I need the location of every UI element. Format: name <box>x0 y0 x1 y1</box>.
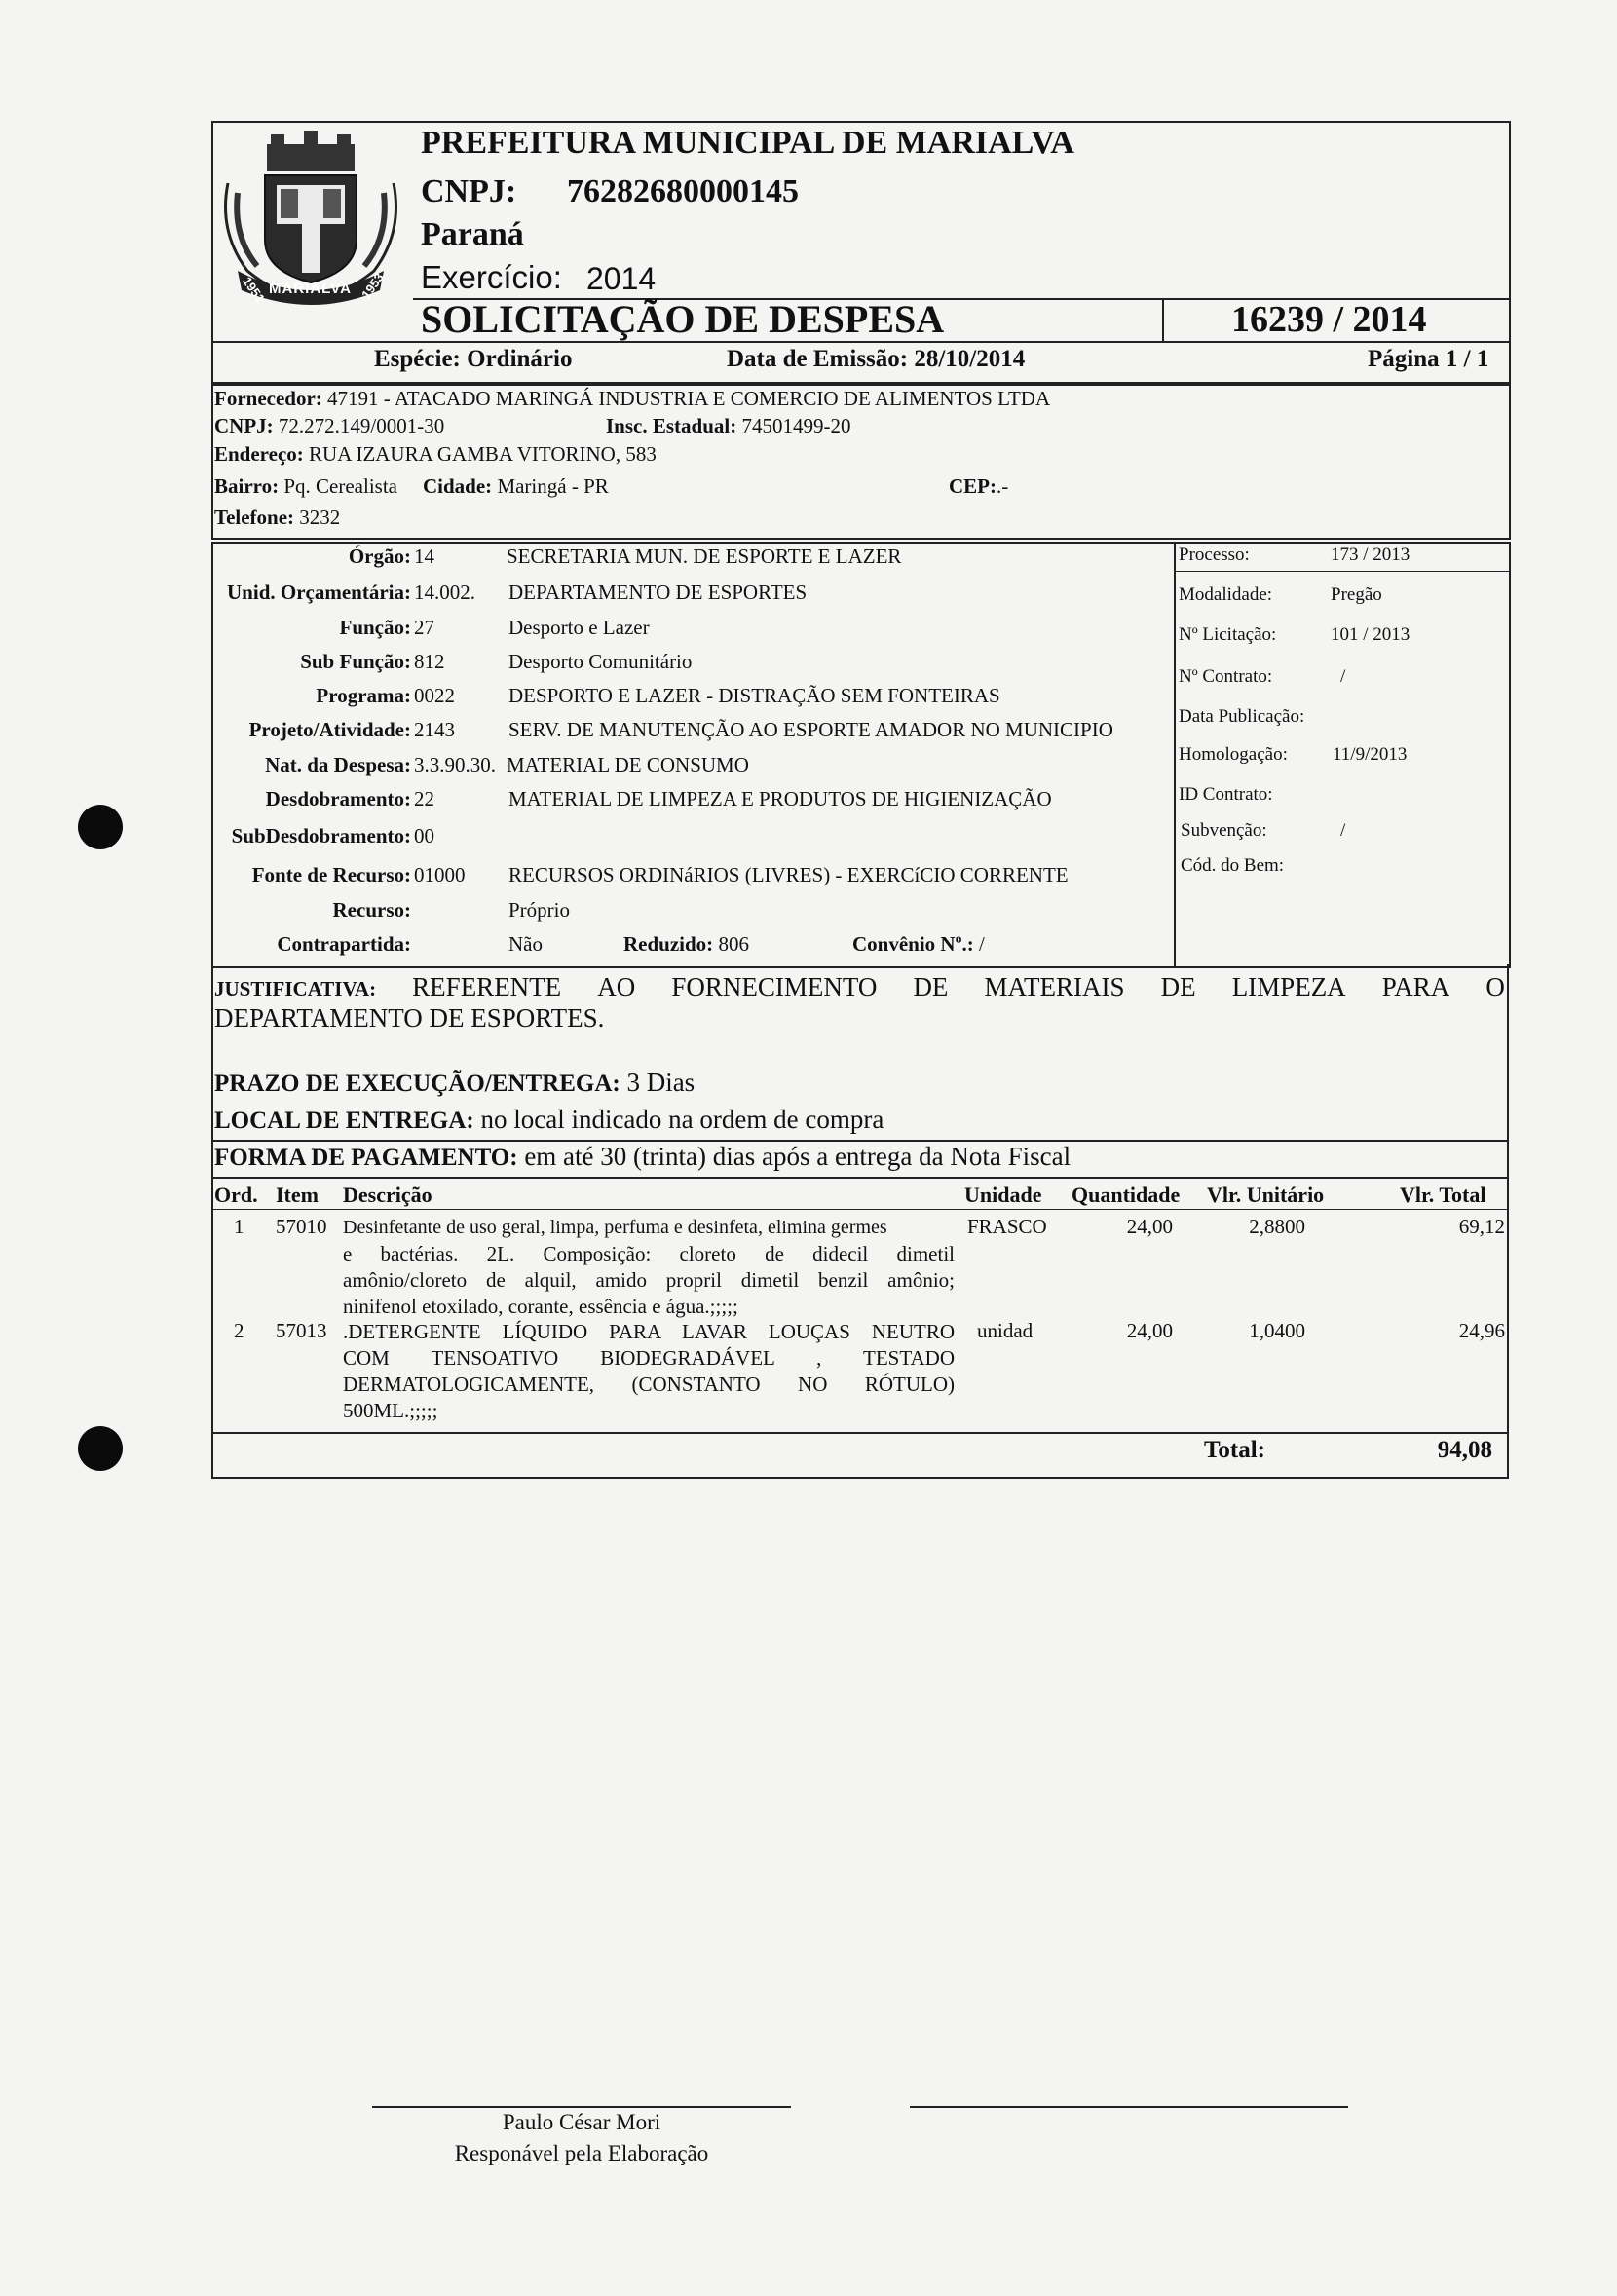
item-1-desc-line: ninifenol etoxilado, corante, essência e água.;;;;; <box>343 1295 738 1318</box>
subfuncao-label: Sub Função: <box>300 650 411 673</box>
col-header-total: Vlr. Total <box>1400 1183 1486 1207</box>
item-2-description <box>343 1319 955 1424</box>
modalidade-value: Pregão <box>1331 584 1382 605</box>
punch-hole-top <box>78 805 123 849</box>
natureza-despesa-desc: MATERIAL DE CONSUMO <box>507 753 749 776</box>
document-number: 16239 / 2014 <box>1231 299 1427 340</box>
fornecedor-row <box>214 387 1050 411</box>
item-1-desc-line: e bactérias. 2L. Composição: cloreto de didecil dimetil <box>343 1242 955 1265</box>
fornecedor-label: Fornecedor: <box>214 387 322 410</box>
processo-underline <box>1174 571 1509 572</box>
fonte-recurso-label: Fonte de Recurso: <box>251 863 411 886</box>
col-header-unitario: Vlr. Unitário <box>1207 1183 1325 1207</box>
justificativa-word: REFERENTE <box>412 972 562 1001</box>
telefone-row <box>214 506 340 530</box>
orgao-code: 14 <box>414 545 434 568</box>
convenio-label: Convênio Nº.: <box>852 932 974 956</box>
item-1-total: 69,12 <box>1458 1215 1505 1238</box>
orgao-label: Órgão: <box>348 545 411 568</box>
item-2-desc-line: .DETERGENTE LÍQUIDO PARA LAVAR LOUÇAS NEUTRO <box>343 1320 955 1343</box>
id-contrato-label: ID Contrato: <box>1179 784 1273 805</box>
item-1-description <box>343 1215 955 1320</box>
unid-orcamentaria-desc: DEPARTAMENTO DE ESPORTES <box>508 581 808 604</box>
recurso-desc: Próprio <box>508 898 570 922</box>
item-2-desc-line: COM TENSOATIVO BIODEGRADÁVEL , TESTADO <box>343 1346 955 1370</box>
processo-value: 173 / 2013 <box>1331 545 1410 565</box>
subvencao-value: / <box>1340 820 1346 841</box>
funcao-label: Função: <box>339 616 411 639</box>
justificativa-word: MATERIAIS <box>984 972 1125 1001</box>
especie: Espécie: Ordinário <box>374 346 573 372</box>
total-value: 94,08 <box>1437 1437 1492 1463</box>
bairro-value: Pq. Cerealista <box>283 474 397 498</box>
justificativa-line2: DEPARTAMENTO DE ESPORTES. <box>214 1003 605 1033</box>
col-header-ord: Ord. <box>214 1183 258 1207</box>
projeto-atividade-label: Projeto/Atividade: <box>248 718 411 741</box>
exercicio-value: 2014 <box>586 261 657 296</box>
prazo-label: PRAZO DE EXECUÇÃO/ENTREGA: <box>214 1071 620 1097</box>
fonte-recurso-code: 01000 <box>414 863 466 886</box>
reduzido-row <box>623 932 749 957</box>
justificativa-word: O <box>1485 972 1505 1001</box>
total-top-rule <box>211 1432 1509 1434</box>
col-header-descricao: Descrição <box>343 1183 432 1207</box>
item-2-code: 57013 <box>276 1319 327 1342</box>
programa-label: Programa: <box>316 684 411 707</box>
insc-estadual-row <box>606 414 850 438</box>
justificativa-word: DE <box>913 972 949 1001</box>
item-1-code: 57010 <box>276 1215 327 1238</box>
signature-line-left <box>372 2106 791 2108</box>
item-1-unitario: 2,8800 <box>1249 1215 1305 1238</box>
subfuncao-code: 812 <box>414 650 445 673</box>
funcao-desc: Desporto e Lazer <box>508 616 650 639</box>
unid-orcamentaria-code: 14.002. <box>414 581 475 604</box>
insc-estadual-label: Insc. Estadual: <box>606 414 737 437</box>
contrato-value: / <box>1340 666 1346 687</box>
local-label: LOCAL DE ENTREGA: <box>214 1108 474 1134</box>
item-2-total: 24,96 <box>1458 1319 1505 1342</box>
endereco-label: Endereço: <box>214 442 304 466</box>
bairro-label: Bairro: <box>214 474 280 498</box>
forma-row <box>214 1142 1071 1172</box>
convenio-value: / <box>979 932 985 956</box>
processo-label: Processo: <box>1179 545 1250 565</box>
telefone-value: 3232 <box>299 506 341 529</box>
forma-bottom-rule <box>211 1177 1509 1179</box>
desdobramento-label: Desdobramento: <box>265 787 411 810</box>
col-header-item: Item <box>276 1183 319 1207</box>
projeto-atividade-desc: SERV. DE MANUTENÇÃO AO ESPORTE AMADOR NO MUNICIPIO <box>508 718 1113 741</box>
justificativa-word: DE <box>1160 972 1196 1001</box>
cidade-value: Maringá - PR <box>497 474 609 498</box>
funcao-code: 27 <box>414 616 434 639</box>
forma-label: FORMA DE PAGAMENTO: <box>214 1145 518 1171</box>
justificativa-word: FORNECIMENTO <box>671 972 878 1001</box>
cod-bem-label: Cód. do Bem: <box>1181 855 1285 876</box>
signature-line-right <box>910 2106 1348 2108</box>
subdesdobramento-label: SubDesdobramento: <box>231 824 411 847</box>
endereco-value: RUA IZAURA GAMBA VITORINO, 583 <box>309 442 657 466</box>
justificativa-word: PARA <box>1381 972 1450 1001</box>
cep-label: CEP: <box>949 474 997 498</box>
seal-year-right: 1953 <box>358 270 387 302</box>
desdobramento-desc: MATERIAL DE LIMPEZA E PRODUTOS DE HIGIENIZAÇÃO <box>508 787 1052 810</box>
programa-code: 0022 <box>414 684 455 707</box>
total-label: Total: <box>1204 1437 1265 1463</box>
item-2-desc-line: 500ML.;;;;; <box>343 1399 438 1422</box>
document-title: SOLICITAÇÃO DE DESPESA <box>421 297 945 341</box>
col-header-quantidade: Quantidade <box>1072 1183 1181 1207</box>
subvencao-label: Subvenção: <box>1181 820 1267 841</box>
orgao-desc: SECRETARIA MUN. DE ESPORTE E LAZER <box>507 545 902 568</box>
cidade-label: Cidade: <box>423 474 493 498</box>
justificativa-word: AO <box>597 972 636 1001</box>
bairro-row <box>214 474 397 499</box>
insc-estadual-value: 74501499-20 <box>741 414 851 437</box>
licitacao-label: Nº Licitação: <box>1179 624 1277 645</box>
forma-value: em até 30 (trinta) dias após a entrega da Nota Fiscal <box>524 1142 1072 1171</box>
cep-value: .- <box>997 474 1009 498</box>
signature-name: Paulo César Mori <box>502 2110 661 2134</box>
processo-divider <box>1174 542 1176 966</box>
right-border-lower <box>1507 964 1509 1479</box>
prazo-value: 3 Dias <box>626 1068 696 1097</box>
fornecedor-value: 47191 - ATACADO MARINGÁ INDUSTRIA E COMERCIO DE ALIMENTOS LTDA <box>327 387 1051 410</box>
recurso-label: Recurso: <box>332 898 411 922</box>
left-border-lower <box>211 964 213 1479</box>
homologacao-value: 11/9/2013 <box>1333 744 1408 765</box>
item-1-desc-line: amônio/cloreto de alquil, amido propril dimetil benzil amônio; <box>343 1268 955 1292</box>
org-cnpj-label: CNPJ: <box>421 173 517 209</box>
table-header-rule <box>211 1209 1509 1210</box>
exercicio-label: Exercício: <box>421 259 562 295</box>
fonte-recurso-desc: RECURSOS ORDINáRIOS (LIVRES) - EXERCíCIO CORRENTE <box>508 863 1069 886</box>
item-1-desc-line: Desinfetante de uso geral, limpa, perfuma e desinfeta, elimina germes <box>343 1217 887 1238</box>
item-2-unitario: 1,0400 <box>1249 1319 1305 1342</box>
seal-year-left: 1951 <box>240 274 268 306</box>
modalidade-label: Modalidade: <box>1179 584 1273 605</box>
contrato-label: Nº Contrato: <box>1179 666 1273 687</box>
fornecedor-cnpj-value: 72.272.149/0001-30 <box>278 414 445 437</box>
item-1-quantidade: 24,00 <box>1126 1215 1173 1238</box>
endereco-row <box>214 442 657 467</box>
fornecedor-cnpj-row <box>214 414 444 438</box>
desdobramento-code: 22 <box>414 787 434 810</box>
reduzido-label: Reduzido: <box>623 932 714 956</box>
homologacao-label: Homologação: <box>1179 744 1288 765</box>
cep-row <box>949 474 1008 499</box>
punch-hole-bottom <box>78 1426 123 1471</box>
unid-orcamentaria-label: Unid. Orçamentária: <box>227 581 411 604</box>
local-value: no local indicado na ordem de compra <box>480 1105 884 1134</box>
projeto-atividade-code: 2143 <box>414 718 455 741</box>
total-bottom-rule <box>211 1477 1509 1479</box>
signature-role: Responável pela Elaboração <box>454 2141 709 2165</box>
pagina: Página 1 / 1 <box>1368 346 1489 372</box>
fornecedor-cnpj-label: CNPJ: <box>214 414 274 437</box>
item-1-ord: 1 <box>234 1215 244 1238</box>
col-header-unidade: Unidade <box>964 1183 1042 1207</box>
natureza-despesa-code: 3.3.90.30. <box>414 753 496 776</box>
local-row <box>214 1105 884 1135</box>
subdesdobramento-code: 00 <box>414 824 434 847</box>
item-1-unidade: FRASCO <box>967 1215 1047 1238</box>
programa-desc: DESPORTO E LAZER - DISTRAÇÃO SEM FONTEIRAS <box>508 684 1000 707</box>
justificativa-line1 <box>214 972 1505 1002</box>
cidade-row <box>423 474 609 499</box>
item-2-unidade: unidad <box>977 1319 1034 1342</box>
justificativa-label: JUSTIFICATIVA: <box>214 977 377 1000</box>
reduzido-value: 806 <box>718 932 749 956</box>
justificativa-word: LIMPEZA <box>1231 972 1346 1001</box>
item-2-desc-line: DERMATOLOGICAMENTE, (CONSTANTO NO RÓTULO) <box>343 1373 955 1396</box>
publicacao-label: Data Publicação: <box>1179 706 1305 727</box>
contrapartida-value: Não <box>508 932 543 956</box>
prazo-row <box>214 1068 695 1098</box>
contrapartida-label: Contrapartida: <box>277 932 411 956</box>
licitacao-value: 101 / 2013 <box>1331 624 1410 645</box>
item-2-quantidade: 24,00 <box>1126 1319 1173 1342</box>
org-state: Paraná <box>421 216 524 252</box>
seal-banner-text: MARIALVA <box>269 281 352 297</box>
convenio-row <box>852 932 985 957</box>
org-name: PREFEITURA MUNICIPAL DE MARIALVA <box>421 125 1074 161</box>
title-divider <box>1162 298 1164 341</box>
subfuncao-desc: Desporto Comunitário <box>508 650 693 673</box>
natureza-despesa-label: Nat. da Despesa: <box>265 753 411 776</box>
item-2-ord: 2 <box>234 1319 244 1342</box>
org-cnpj-value: 76282680000145 <box>567 173 799 209</box>
title-bottom-rule <box>211 341 1509 343</box>
telefone-label: Telefone: <box>214 506 295 529</box>
data-emissao: Data de Emissão: 28/10/2014 <box>727 346 1026 372</box>
